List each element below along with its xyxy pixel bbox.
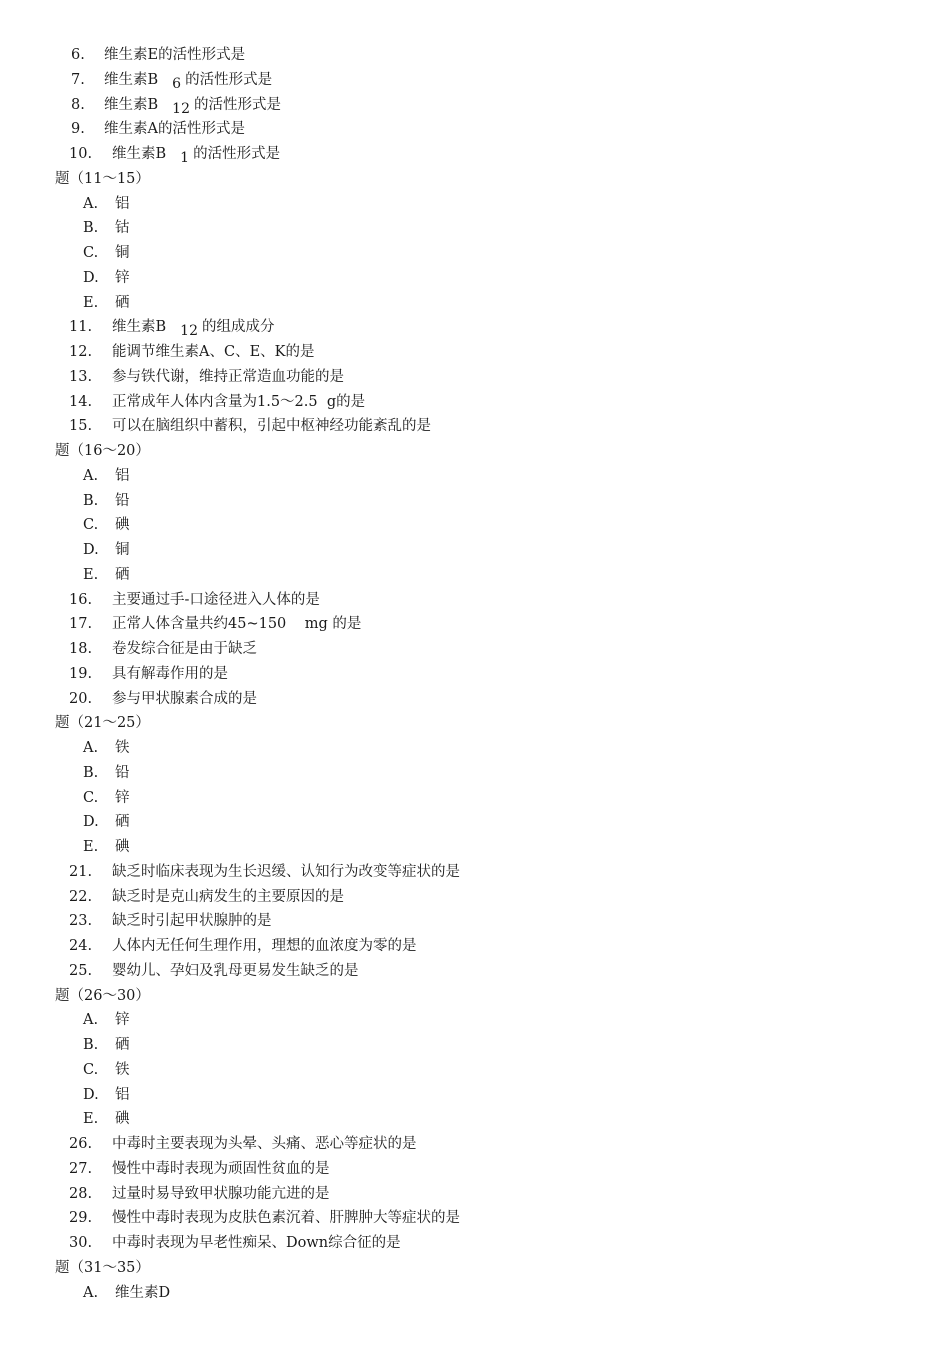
group-heading-text: 题（21～25） [55,715,150,732]
question-text: 维生素B [104,96,159,113]
option-text: 铝 [115,467,130,484]
question-text: 维生素B [112,146,167,162]
question-text: 主要通过手-口途径进入人体的是 [112,591,320,608]
option-text: 铝 [115,1086,130,1103]
option-text: 铜 [115,542,130,558]
answer-option [83,1109,130,1129]
option-text: 硒 [115,566,130,583]
question-text: 维生素E的活性形式是 [104,47,246,63]
question-number: 6. [71,47,85,63]
option-text: 铅 [115,764,130,781]
subscript: 12 [180,323,198,340]
question-text-continued: 的活性形式是 [193,96,281,113]
answer-option [83,515,130,535]
question-number: 20. [69,690,93,707]
question-number: 26. [69,1136,93,1152]
question-item [69,317,275,340]
option-letter: D. [83,542,99,558]
option-letter: E. [83,294,99,311]
option-text: 碘 [115,517,130,534]
question-number: 30. [69,1235,93,1251]
question-number: 15. [69,418,93,435]
answer-option [83,1035,130,1055]
question-number: 19. [69,665,93,682]
question-item [69,887,344,907]
question-number: 16. [69,591,93,608]
option-text: 铁 [115,740,130,756]
question-group-heading [55,169,150,189]
question-text: 正常人体含量共约45~150 mg 的是 [112,616,362,633]
question-text: 过量时易导致甲状腺功能亢进的是 [112,1185,330,1202]
question-group-heading [55,1258,150,1278]
question-number: 24. [69,938,93,954]
option-letter: B. [83,1037,99,1053]
question-group-heading [55,713,150,733]
option-text: 碘 [115,1111,130,1128]
answer-option [83,466,130,486]
question-text: 维生素B [112,319,167,336]
question-group-heading [55,986,150,1006]
option-text: 锌 [115,1012,130,1029]
question-text: 具有解毒作用的是 [112,665,228,682]
answer-option [83,491,130,511]
question-number: 8. [71,96,85,113]
option-text: 铜 [115,245,130,261]
question-item [69,590,320,610]
question-text: 能调节维生素A、C、E、K的是 [112,344,315,360]
question-text: 慢性中毒时表现为顽固性贫血的是 [112,1160,330,1177]
option-letter: C. [83,245,99,261]
question-number: 13. [69,368,93,385]
question-item [71,45,245,65]
answer-option [83,268,130,288]
question-text: 缺乏时引起甲状腺肿的是 [112,913,272,930]
question-text: 中毒时主要表现为头晕、头痛、恶心等症状的是 [112,1136,417,1152]
answer-option [83,293,130,313]
option-letter: E. [83,839,99,855]
question-number: 22. [69,888,93,905]
option-letter: A. [83,1284,99,1301]
question-number: 12. [69,344,93,360]
question-item [69,416,431,436]
option-letter: A. [83,195,99,212]
option-text: 铝 [115,195,130,212]
option-letter: D. [83,269,99,286]
question-number: 21. [69,863,93,880]
question-text: 参与铁代谢，维持正常造血功能的是 [112,368,344,385]
option-letter: C. [83,1061,99,1078]
question-text: 慢性中毒时表现为皮肤色素沉着、肝脾肿大等症状的是 [112,1210,460,1227]
question-item [69,144,280,164]
option-letter: A. [83,740,99,756]
option-letter: B. [83,220,99,237]
option-text: 硒 [115,814,130,831]
question-text: 婴幼儿、孕妇及乳母更易发生缺乏的是 [112,962,359,979]
question-item [69,367,344,387]
answer-option [83,738,130,758]
answer-option [83,540,130,560]
subscript: 1 [180,150,190,166]
question-item [69,1233,401,1253]
answer-option [83,565,130,585]
option-text: 硒 [115,1037,130,1053]
question-item [69,961,359,981]
question-text-continued: 的组成成分 [201,319,275,336]
question-number: 11. [69,319,93,336]
option-text: 铅 [115,492,130,509]
question-text: 人体内无任何生理作用，理想的血浓度为零的是 [112,938,417,954]
question-text-continued: 的活性形式是 [185,71,273,88]
answer-option [83,218,130,238]
question-item [69,1159,330,1179]
option-letter: E. [83,566,99,583]
answer-option [83,788,130,808]
question-number: 17. [69,616,93,633]
question-number: 14. [69,393,93,410]
answer-option [83,1283,170,1303]
option-text: 维生素D [115,1284,171,1301]
question-text-continued: 的活性形式是 [193,146,281,162]
question-item [69,1208,460,1228]
option-text: 钴 [115,220,130,237]
question-item [71,95,281,115]
question-item [69,342,314,362]
question-item [69,936,417,956]
question-text: 可以在脑组织中蓄积，引起中枢神经功能紊乱的是 [112,418,431,435]
answer-option [83,837,130,857]
answer-option [83,1010,130,1030]
option-letter: C. [83,517,99,534]
question-number: 10. [69,146,93,162]
question-item [69,911,272,931]
group-heading-text: 题（31～35） [55,1259,150,1276]
option-letter: D. [83,1086,99,1103]
option-letter: E. [83,1111,99,1128]
question-item [69,664,228,684]
group-heading-text: 题（16～20） [55,443,150,459]
answer-option [83,763,130,783]
question-item [69,639,257,659]
subscript: 6 [172,75,182,92]
question-text: 卷发综合征是由于缺乏 [112,641,257,657]
answer-option [83,243,130,263]
question-item [71,70,272,90]
option-letter: A. [83,1012,99,1029]
subscript: 12 [172,100,190,117]
question-text: 缺乏时是克山病发生的主要原因的是 [112,888,344,905]
question-number: 28. [69,1185,93,1202]
option-text: 锌 [115,269,130,286]
question-text: 正常成年人体内含量为1.5～2.5 g的是 [112,393,366,410]
question-number: 23. [69,913,93,930]
group-heading-text: 题（26～30） [55,987,150,1004]
question-number: 29. [69,1210,93,1227]
answer-option [83,194,130,214]
option-letter: A. [83,467,99,484]
group-heading-text: 题（11～15） [55,170,150,187]
option-letter: B. [83,492,99,509]
answer-option [83,1060,130,1080]
question-item [69,862,460,882]
answer-option [83,1085,130,1105]
question-item [69,392,365,412]
question-number: 7. [71,71,85,88]
question-item [69,1184,330,1204]
question-item [69,1134,417,1154]
option-letter: B. [83,764,99,781]
question-text: 中毒时表现为早老性痴呆、Down综合征的是 [112,1235,401,1251]
question-text: 参与甲状腺素合成的是 [112,690,257,707]
option-letter: D. [83,814,99,831]
question-text: 维生素A的活性形式是 [104,121,245,138]
option-text: 铁 [115,1061,130,1078]
question-number: 25. [69,962,93,979]
question-number: 9. [71,121,85,138]
option-letter: C. [83,789,99,806]
question-number: 18. [69,641,93,657]
option-text: 硒 [115,294,130,311]
question-item [69,614,361,634]
question-number: 27. [69,1160,93,1177]
question-item [69,689,257,709]
question-text: 维生素B [104,71,159,88]
option-text: 锌 [115,789,130,806]
question-item [71,119,245,139]
question-group-heading [55,441,150,461]
question-text: 缺乏时临床表现为生长迟缓、认知行为改变等症状的是 [112,863,460,880]
option-text: 碘 [115,839,130,855]
answer-option [83,812,130,832]
